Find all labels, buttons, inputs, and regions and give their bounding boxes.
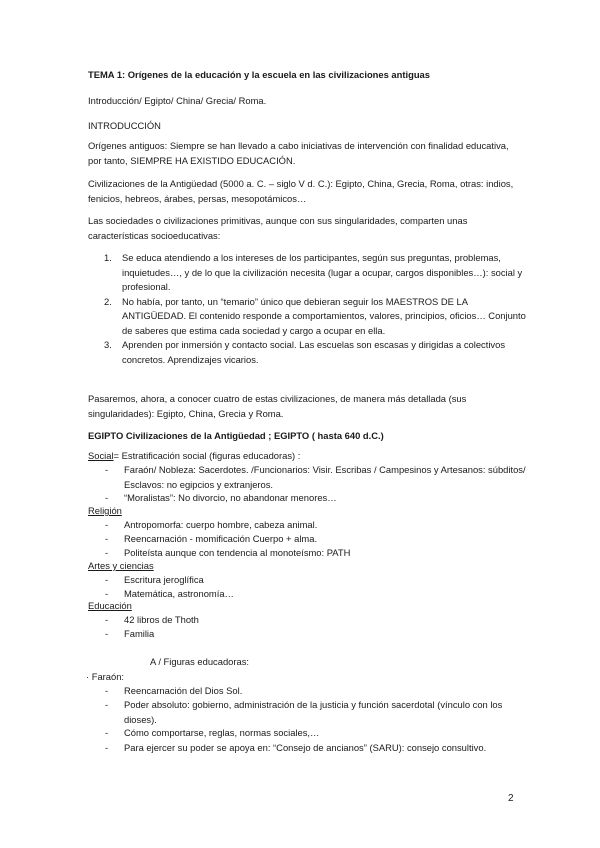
list-item: - Poder absoluto: gobierno, administración de la justicia y función sacerdotal (vínculo con los dioses). bbox=[105, 699, 503, 725]
numbered-list bbox=[88, 251, 528, 367]
artes-label: Artes y ciencias bbox=[88, 560, 154, 571]
list-item-text: Faraón/ Nobleza: Sacerdotes. /Funcionarios: Visir. Escribas / Campesinos y Artesanos: súbditos/ Esclavos: no egipcios y extranjeros. bbox=[124, 464, 526, 490]
list-item-text: Se educa atendiendo a los intereses de los participantes, según sus preguntas, problemas, inquietudes…, y de lo que la civilización necesita (lugar a ocupar, cargos disponibles…): social y profesional. bbox=[122, 252, 523, 292]
intro-line: Introducción/ Egipto/ China/ Grecia/ Roma. bbox=[88, 95, 267, 106]
list-item-number: 1. bbox=[104, 252, 112, 263]
section-social bbox=[88, 449, 300, 464]
paragraph-sociedades: Las sociedades o civilizaciones primitivas, aunque con sus singularidades, comparten unas características socioeducativas: bbox=[88, 215, 468, 241]
list-item-text: Reencarnación - momificación Cuerpo + alma. bbox=[124, 533, 318, 544]
list-item-text: “Moralistas”: No divorcio, no abandonar menores… bbox=[124, 492, 337, 503]
list-item-text: Poder absoluto: gobierno, administración de la justicia y función sacerdotal (vínculo con los dioses). bbox=[124, 699, 503, 725]
list-item bbox=[88, 251, 528, 295]
title-text: Orígenes de la educación y la escuela en las civilizaciones antiguas bbox=[125, 69, 430, 80]
list-item-text: 42 libros de Thoth bbox=[124, 614, 199, 625]
list-item-text: Aprenden por inmersión y contacto social. Las escuelas son escasas y dirigidas a colectivos concretos. Aprendizajes vicarios. bbox=[122, 339, 506, 365]
list-item-text: Politeísta aunque con tendencia al monoteísmo: PATH bbox=[124, 547, 351, 558]
document-title bbox=[88, 68, 528, 83]
list-item-text: Familia bbox=[124, 628, 155, 639]
list-item: - Matemática, astronomía… bbox=[105, 588, 234, 599]
list-item: - Reencarnación del Dios Sol. bbox=[105, 685, 243, 696]
list-item-text: No había, por tanto, un “temario” único que debieran seguir los MAESTROS DE LA ANTIGÜEDAD. El contenido responde a comportamientos, valores, principios, oficios… Conjunto de saberes que estima cada sociedad y cargo a ocupar en ella. bbox=[122, 295, 526, 336]
religion-label: Religión bbox=[88, 505, 122, 516]
list-item: - Faraón/ Nobleza: Sacerdotes. /Funcionarios: Visir. Escribas / Campesinos y Artesanos: súbditos/ Esclavos: no egipcios y extranjeros. bbox=[105, 464, 526, 490]
educacion-label: Educación bbox=[88, 600, 132, 611]
faraon-label: · Faraón: bbox=[86, 671, 125, 682]
list-item-text: Escritura jeroglífica bbox=[124, 574, 204, 585]
list-item-number: 3. bbox=[104, 339, 112, 350]
social-label: Social bbox=[88, 450, 114, 461]
title-prefix: TEMA 1: bbox=[88, 69, 126, 80]
list-item: - Familia bbox=[105, 628, 155, 639]
list-item: - Escritura jeroglífica bbox=[105, 574, 204, 585]
list-item: - Cómo comportarse, reglas, normas sociales,… bbox=[105, 727, 320, 738]
egipto-heading: EGIPTO Civilizaciones de la Antigüedad ; EGIPTO ( hasta 640 d.C.) bbox=[88, 430, 384, 441]
figuras-heading: A / Figuras educadoras: bbox=[150, 656, 250, 667]
list-item: - Antropomorfa: cuerpo hombre, cabeza animal. bbox=[105, 519, 318, 530]
page-number: 2 bbox=[508, 793, 514, 804]
list-item-text: Cómo comportarse, reglas, normas sociales,… bbox=[124, 727, 320, 738]
list-item: - Reencarnación - momificación Cuerpo + alma. bbox=[105, 533, 318, 544]
list-item bbox=[88, 338, 528, 367]
list-item-text: Reencarnación del Dios Sol. bbox=[124, 685, 243, 696]
list-item-number: 2. bbox=[104, 295, 112, 307]
list-item-text: Matemática, astronomía… bbox=[124, 588, 234, 599]
list-item-text: Antropomorfa: cuerpo hombre, cabeza animal. bbox=[124, 519, 318, 530]
list-item: - “Moralistas”: No divorcio, no abandonar menores… bbox=[105, 492, 337, 503]
list-item: - 42 libros de Thoth bbox=[105, 614, 199, 625]
paragraph-origenes: Orígenes antiguos: Siempre se han llevado a cabo iniciativas de intervención con finalidad educativa, por tanto, SIEMPRE HA EXISTIDO EDUCACIÓN. bbox=[88, 140, 509, 166]
social-description: = Estratificación social (figuras educadoras) : bbox=[113, 450, 301, 461]
list-item bbox=[88, 295, 528, 339]
list-item-text: Para ejercer su poder se apoya en: “Consejo de ancianos” (SARU): consejo consultivo. bbox=[124, 742, 487, 753]
list-item: - Politeísta aunque con tendencia al monoteísmo: PATH bbox=[105, 547, 351, 558]
list-item: - Para ejercer su poder se apoya en: “Consejo de ancianos” (SARU): consejo consultivo. bbox=[105, 742, 487, 753]
paragraph-civilizaciones: Civilizaciones de la Antigüedad (5000 a. C. – siglo V d. C.): Egipto, China, Grecia, Roma, otras: indios, fenicios, hebreos, árabes, persas, mesopotámicos… bbox=[88, 178, 514, 204]
intro-heading: INTRODUCCIÓN bbox=[88, 120, 161, 131]
paragraph-pasaremos: Pasaremos, ahora, a conocer cuatro de estas civilizaciones, de manera más detallada (sus singularidades): Egipto, China, Grecia y Roma. bbox=[88, 393, 467, 419]
